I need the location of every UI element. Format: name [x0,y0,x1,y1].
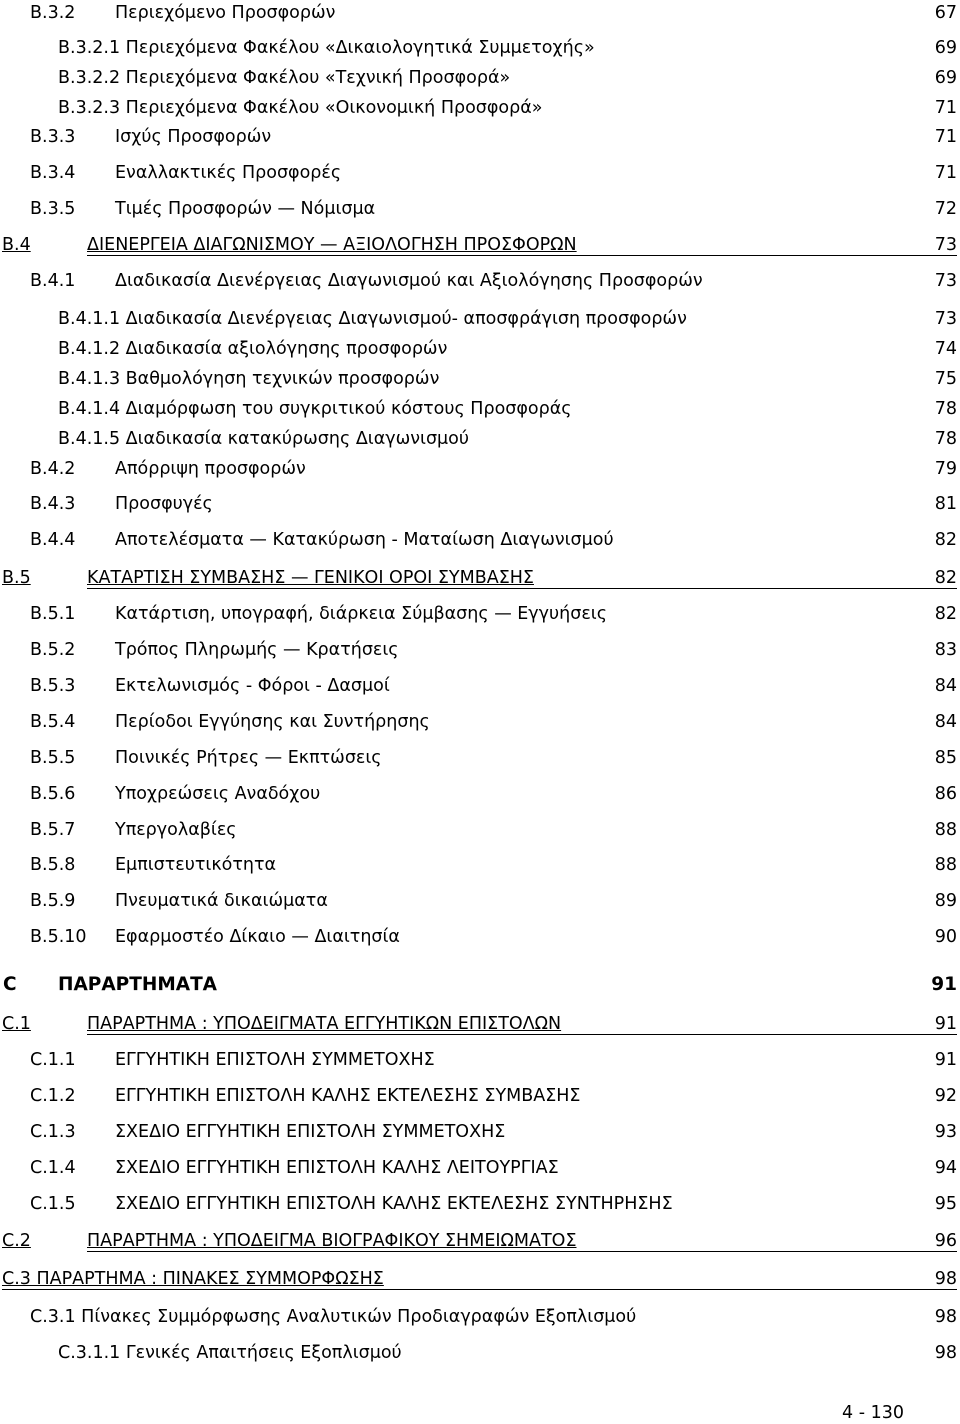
toc-entry[interactable] [0,398,960,428]
toc-entry-title: ΣΧΕΔΙΟ ΕΓΓΥΗΤΙΚΗ ΕΠΙΣΤΟΛΗ ΚΑΛΗΣ ΕΚΤΕΛΕΣΗΣ ΣΥΝΤΗΡΗΣΗΣ [115,1194,673,1214]
toc-entry-number: C.2 [2,1231,31,1251]
toc-entry[interactable] [0,974,960,1004]
toc-entry-title: Περίοδοι Εγγύησης και Συντήρησης [115,712,430,732]
toc-entry[interactable] [0,458,960,488]
toc-underline-leader [87,588,957,589]
toc-entry[interactable] [0,198,960,228]
toc-entry-page: 95 [934,1194,957,1214]
toc-entry-page: 91 [931,974,957,995]
toc-entry-number: B.5 [2,568,31,588]
toc-entry-page: 94 [934,1158,957,1178]
toc-entry[interactable] [0,675,960,705]
toc-entry[interactable] [0,270,960,300]
toc-entry-title: C.3 ΠΑΡΑΡΤΗΜΑ : ΠΙΝΑΚΕΣ ΣΥΜΜΟΡΦΩΣΗΣ [2,1269,384,1289]
toc-entry[interactable] [0,711,960,741]
toc-entry-page: 85 [934,748,957,768]
toc-entry-title: ΣΧΕΔΙΟ ΕΓΓΥΗΤΙΚΗ ΕΠΙΣΤΟΛΗ ΚΑΛΗΣ ΛΕΙΤΟΥΡΓΙΑΣ [115,1158,559,1178]
toc-entry-page: 88 [934,855,957,875]
toc-entry-page: 69 [934,68,957,88]
toc-entry[interactable] [0,37,960,67]
toc-entry[interactable] [0,368,960,398]
toc-underline-leader [87,255,957,256]
toc-entry[interactable] [0,308,960,338]
toc-entry-page: 72 [934,199,957,219]
toc-entry-page: 71 [934,127,957,147]
toc-entry[interactable] [0,1230,960,1260]
toc-entry-page: 75 [934,369,957,389]
toc-entry[interactable] [0,1342,960,1372]
toc-entry-number: C [3,974,17,995]
toc-entry-number: B.4.2 [30,459,76,479]
toc-entry-number: C.1.1 [30,1050,76,1070]
toc-entry-title: Διαδικασία Διενέργειας Διαγωνισμού και Αξιολόγησης Προσφορών [115,271,703,291]
toc-entry-page: 91 [934,1014,957,1034]
toc-entry[interactable] [0,1306,960,1336]
toc-entry-page: 73 [934,235,957,255]
toc-entry-title: Περιεχόμενο Προσφορών [115,3,336,23]
toc-entry-page: 82 [934,530,957,550]
toc-entry-number: B.5.3 [30,676,76,696]
toc-entry-title: Εμπιστευτικότητα [115,855,277,875]
toc-entry-title: C.3.1 Πίνακες Συμμόρφωσης Αναλυτικών Προδιαγραφών Εξοπλισμού [30,1307,637,1327]
toc-entry[interactable] [0,1121,960,1151]
toc-entry-title: ΠΑΡΑΡΤΗΜΑΤΑ [58,974,218,995]
toc-entry-page: 82 [934,604,957,624]
toc-entry-title: Εκτελωνισμός - Φόροι - Δασμοί [115,676,390,696]
toc-entry-number: B.5.5 [30,748,76,768]
toc-entry[interactable] [0,854,960,884]
toc-entry-title: ΔΙΕΝΕΡΓΕΙΑ ΔΙΑΓΩΝΙΣΜΟΥ — ΑΞΙΟΛΟΓΗΣΗ ΠΡΟΣΦΟΡΩΝ [87,235,577,255]
toc-entry-page: 98 [934,1307,957,1327]
toc-entry-number: B.5.2 [30,640,76,660]
toc-entry[interactable] [0,890,960,920]
toc-entry[interactable] [0,747,960,777]
toc-entry-number: B.5.1 [30,604,76,624]
toc-entry[interactable] [0,819,960,849]
toc-entry-page: 92 [934,1086,957,1106]
toc-entry-title: Τιμές Προσφορών — Νόμισμα [115,199,376,219]
toc-entry[interactable] [0,1049,960,1079]
toc-entry-page: 84 [934,712,957,732]
toc-entry-page: 98 [934,1269,957,1289]
toc-entry[interactable] [0,926,960,956]
toc-entry-title: Αποτελέσματα — Κατακύρωση - Ματαίωση Διαγωνισμού [115,530,614,550]
toc-entry-page: 83 [934,640,957,660]
page-footer-number: 4 - 130 [842,1403,904,1423]
toc-entry-number: B.5.8 [30,855,76,875]
toc-entry-title: Υποχρεώσεις Αναδόχου [115,784,321,804]
toc-entry-title: B.3.2.2 Περιεχόμενα Φακέλου «Τεχνική Προσφορά» [58,68,511,88]
toc-entry-page: 71 [934,163,957,183]
toc-entry-number: B.3.2 [30,3,76,23]
toc-entry[interactable] [0,603,960,633]
toc-entry[interactable] [0,338,960,368]
toc-entry-title: ΕΓΓΥΗΤΙΚΗ ΕΠΙΣΤΟΛΗ ΚΑΛΗΣ ΕΚΤΕΛΕΣΗΣ ΣΥΜΒΑΣΗΣ [115,1086,581,1106]
toc-entry-title: ΠΑΡΑΡΤΗΜΑ : ΥΠΟΔΕΙΓΜΑ ΒΙΟΓΡΑΦΙΚΟΥ ΣΗΜΕΙΩΜΑΤΟΣ [87,1231,577,1251]
toc-underline-leader [87,1034,957,1035]
toc-entry[interactable] [0,234,960,264]
toc-entry-number: B.4.4 [30,530,76,550]
toc-entry-page: 74 [934,339,957,359]
toc-entry-page: 91 [934,1050,957,1070]
toc-entry-title: Κατάρτιση, υπογραφή, διάρκεια Σύμβασης — Εγγυήσεις [115,604,607,624]
toc-entry-page: 78 [934,399,957,419]
toc-entry-page: 84 [934,676,957,696]
toc-entry-page: 71 [934,98,957,118]
toc-entry-page: 73 [934,309,957,329]
toc-entry-title: B.4.1.5 Διαδικασία κατακύρωσης Διαγωνισμού [58,429,470,449]
toc-entry-title: Ισχύς Προσφορών [115,127,272,147]
toc-entry-page: 67 [934,3,957,23]
toc-entry-title: ΚΑΤΑΡΤΙΣΗ ΣΥΜΒΑΣΗΣ — ΓΕΝΙΚΟΙ ΟΡΟΙ ΣΥΜΒΑΣΗΣ [87,568,534,588]
toc-entry[interactable] [0,1085,960,1115]
toc-entry-number: C.1 [2,1014,31,1034]
toc-entry-page: 88 [934,820,957,840]
toc-entry-page: 89 [934,891,957,911]
toc-entry-title: B.3.2.1 Περιεχόμενα Φακέλου «Δικαιολογητικά Συμμετοχής» [58,38,595,58]
toc-entry-title: Εφαρμοστέο Δίκαιο — Διαιτησία [115,927,400,947]
toc-entry-number: B.5.7 [30,820,76,840]
toc-entry-page: 73 [934,271,957,291]
toc-entry-page: 81 [934,494,957,514]
toc-entry[interactable] [0,493,960,523]
toc-entry-number: C.1.5 [30,1194,76,1214]
toc-entry[interactable] [0,1157,960,1187]
toc-entry-title: Τρόπος Πληρωμής — Κρατήσεις [115,640,399,660]
toc-entry-number: B.4.3 [30,494,76,514]
toc-entry[interactable] [0,67,960,97]
toc-entry-number: B.5.9 [30,891,76,911]
toc-entry-page: 90 [934,927,957,947]
toc-entry[interactable] [0,783,960,813]
toc-entry-title: B.4.1.4 Διαμόρφωση του συγκριτικού κόστους Προσφοράς [58,399,572,419]
toc-entry[interactable] [0,567,960,597]
toc-entry-title: C.3.1.1 Γενικές Απαιτήσεις Εξοπλισμού [58,1343,402,1363]
toc-entry-number: B.3.3 [30,127,76,147]
toc-entry-number: B.3.5 [30,199,76,219]
toc-entry-page: 86 [934,784,957,804]
toc-underline-leader [87,1251,957,1252]
toc-entry-title: B.3.2.3 Περιεχόμενα Φακέλου «Οικονομική Προσφορά» [58,98,543,118]
toc-entry-page: 98 [934,1343,957,1363]
toc-entry-number: B.5.4 [30,712,76,732]
toc-entry[interactable] [0,97,960,127]
toc-entry-title: ΕΓΓΥΗΤΙΚΗ ΕΠΙΣΤΟΛΗ ΣΥΜΜΕΤΟΧΗΣ [115,1050,435,1070]
toc-entry-number: B.4.1 [30,271,76,291]
toc-entry[interactable] [0,428,960,458]
toc-entry-title: ΠΑΡΑΡΤΗΜΑ : ΥΠΟΔΕΙΓΜΑΤΑ ΕΓΓΥΗΤΙΚΩΝ ΕΠΙΣΤΟΛΩΝ [87,1014,562,1034]
toc-entry[interactable] [0,529,960,559]
toc-entry[interactable] [0,126,960,156]
toc-entry[interactable] [0,639,960,669]
toc-entry-number: C.1.2 [30,1086,76,1106]
toc-entry[interactable] [0,1268,960,1298]
toc-entry-title: Ποινικές Ρήτρες — Εκπτώσεις [115,748,382,768]
toc-entry-page: 96 [934,1231,957,1251]
toc-entry-title: Εναλλακτικές Προσφορές [115,163,342,183]
toc-underline-leader [2,1289,957,1290]
toc-entry-page: 78 [934,429,957,449]
toc-entry-page: 82 [934,568,957,588]
toc-entry-title: B.4.1.3 Βαθμολόγηση τεχνικών προσφορών [58,369,440,389]
toc-entry-title: Πνευματικά δικαιώματα [115,891,328,911]
toc-entry-page: 79 [934,459,957,479]
toc-entry-page: 93 [934,1122,957,1142]
toc-entry[interactable] [0,2,960,32]
toc-entry-number: B.5.6 [30,784,76,804]
toc-entry[interactable] [0,1193,960,1223]
toc-entry-number: B.4 [2,235,31,255]
toc-entry-title: B.4.1.1 Διαδικασία Διενέργειας Διαγωνισμού- αποσφράγιση προσφορών [58,309,687,329]
toc-entry-title: Προσφυγές [115,494,213,514]
toc-entry-title: Υπεργολαβίες [115,820,237,840]
toc-entry-page: 69 [934,38,957,58]
toc-entry-title: ΣΧΕΔΙΟ ΕΓΓΥΗΤΙΚΗ ΕΠΙΣΤΟΛΗ ΣΥΜΜΕΤΟΧΗΣ [115,1122,506,1142]
toc-entry[interactable] [0,162,960,192]
toc-entry-number: B.5.10 [30,927,87,947]
toc-entry-title: Απόρριψη προσφορών [115,459,306,479]
toc-entry-number: B.3.4 [30,163,76,183]
toc-entry-title: B.4.1.2 Διαδικασία αξιολόγησης προσφορών [58,339,448,359]
toc-entry[interactable] [0,1013,960,1043]
toc-entry-number: C.1.4 [30,1158,76,1178]
toc-entry-number: C.1.3 [30,1122,76,1142]
